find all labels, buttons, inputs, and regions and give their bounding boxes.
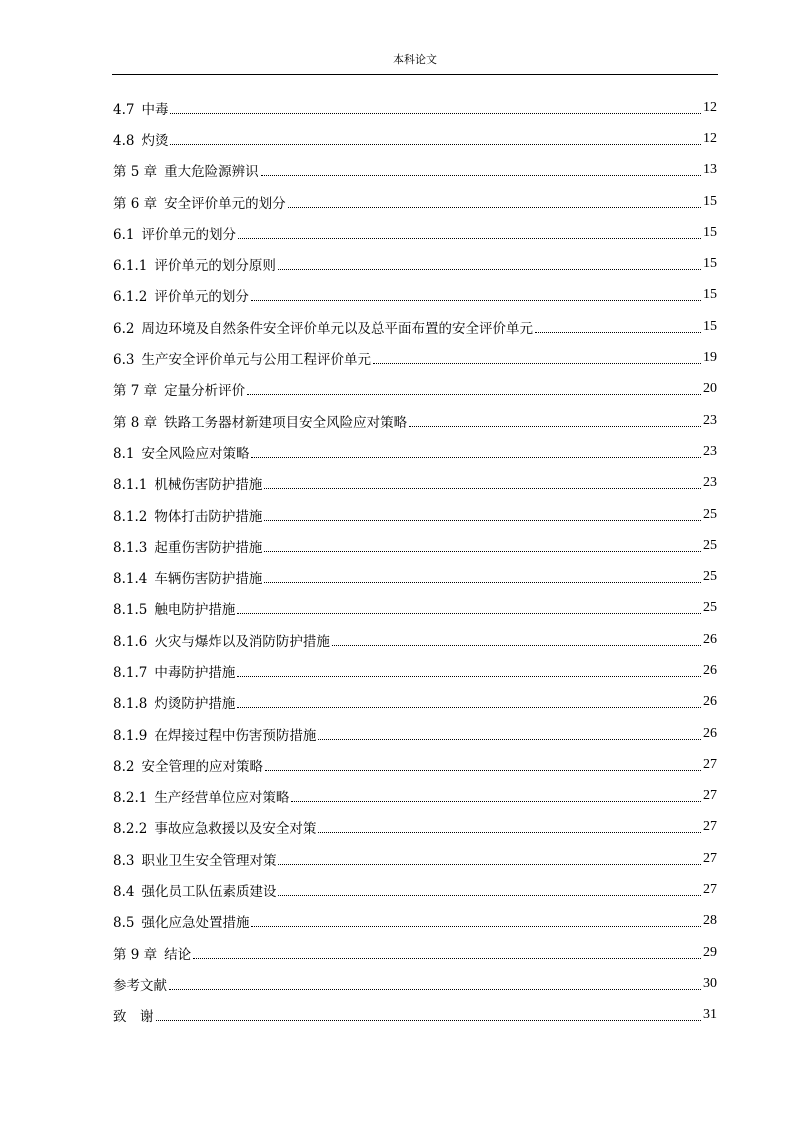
toc-entry-text: 安全管理的应对策略 — [141, 758, 263, 775]
toc-entry-text: 灼烫 — [141, 132, 169, 149]
toc-entry-number: 第 6 章 — [113, 195, 158, 212]
toc-entry-title — [113, 911, 251, 931]
toc-leader-dots — [278, 894, 701, 896]
table-of-contents — [113, 92, 717, 1031]
toc-page-number: 27 — [703, 788, 717, 804]
toc-leader-dots — [247, 393, 701, 395]
toc-entry[interactable] — [113, 92, 717, 123]
toc-leader-dots — [291, 800, 701, 802]
toc-leader-dots — [535, 331, 701, 333]
toc-entry[interactable] — [113, 186, 717, 217]
toc-page-number: 25 — [703, 569, 717, 585]
toc-entry-number: 6.3 — [113, 352, 135, 369]
toc-page-number: 12 — [703, 99, 717, 115]
toc-entry[interactable] — [113, 248, 717, 279]
toc-page-number: 29 — [703, 944, 717, 960]
toc-entry-title — [113, 567, 264, 587]
toc-entry-title — [113, 817, 318, 837]
toc-entry-number: 8.3 — [113, 852, 135, 869]
toc-entry-number: 4.8 — [113, 132, 135, 149]
toc-entry-number: 6.1.2 — [113, 289, 148, 306]
toc-page-number: 26 — [703, 631, 717, 647]
toc-entry-text: 安全风险应对策略 — [141, 445, 250, 462]
toc-entry-text: 周边环境及自然条件安全评价单元以及总平面布置的安全评价单元 — [141, 320, 533, 337]
toc-page-number: 15 — [703, 256, 717, 272]
toc-entry-text: 起重伤害防护措施 — [154, 539, 263, 556]
toc-entry-text: 强化应急处置措施 — [141, 915, 250, 932]
toc-page-number: 27 — [703, 850, 717, 866]
toc-page-number: 27 — [703, 756, 717, 772]
toc-page-number: 20 — [703, 381, 717, 397]
toc-entry-text: 灼烫防护措施 — [154, 696, 236, 713]
toc-leader-dots — [332, 644, 701, 646]
toc-entry-title — [113, 348, 373, 368]
toc-entry-title — [113, 536, 264, 556]
toc-entry-text: 安全评价单元的划分 — [164, 195, 286, 212]
toc-entry-text: 车辆伤害防护措施 — [154, 571, 263, 588]
toc-entry-number: 第 7 章 — [113, 383, 158, 400]
toc-page-number: 15 — [703, 287, 717, 303]
toc-entry-number: 8.1.1 — [113, 477, 148, 494]
toc-entry[interactable] — [113, 530, 717, 561]
toc-leader-dots — [264, 487, 701, 489]
toc-entry-title — [113, 98, 170, 118]
toc-entry-text: 职业卫生安全管理对策 — [141, 852, 277, 869]
toc-entry-title — [113, 129, 170, 149]
toc-leader-dots — [278, 268, 701, 270]
toc-entry[interactable] — [113, 843, 717, 874]
toc-entry-text: 物体打击防护措施 — [154, 508, 263, 525]
toc-leader-dots — [264, 519, 701, 521]
toc-entry[interactable] — [113, 280, 717, 311]
page-header — [112, 50, 718, 75]
toc-entry-text: 生产经营单位应对策略 — [154, 790, 290, 807]
toc-entry-number: 6.2 — [113, 320, 135, 337]
toc-entry[interactable] — [113, 624, 717, 655]
toc-entry-number: 第 5 章 — [113, 164, 158, 181]
toc-entry-title — [113, 442, 251, 462]
toc-leader-dots — [193, 957, 701, 959]
toc-page-number: 23 — [703, 475, 717, 491]
toc-entry-number: 6.1.1 — [113, 258, 148, 275]
toc-entry-number: 8.1.5 — [113, 602, 148, 619]
toc-entry[interactable] — [113, 155, 717, 186]
toc-entry-title — [113, 411, 409, 431]
toc-entry-text: 定量分析评价 — [164, 383, 246, 400]
toc-entry-title — [113, 974, 169, 994]
toc-entry-text: 评价单元的划分 — [141, 226, 236, 243]
toc-entry-number: 8.1.9 — [113, 727, 148, 744]
toc-page-number: 26 — [703, 725, 717, 741]
toc-entry-number: 8.2.2 — [113, 821, 148, 838]
toc-entry[interactable] — [113, 781, 717, 812]
toc-leader-dots — [251, 925, 701, 927]
toc-entry[interactable] — [113, 593, 717, 624]
toc-entry-title — [113, 505, 264, 525]
toc-entry-number: 6.1 — [113, 226, 135, 243]
toc-page-number: 15 — [703, 224, 717, 240]
toc-entry-number: 8.1.2 — [113, 508, 148, 525]
toc-entry-title — [113, 473, 264, 493]
toc-leader-dots — [237, 675, 701, 677]
toc-entry[interactable] — [113, 468, 717, 499]
toc-entry-number: 第 8 章 — [113, 414, 158, 431]
toc-page-number: 27 — [703, 819, 717, 835]
toc-entry[interactable] — [113, 655, 717, 686]
toc-entry-number: 8.2 — [113, 758, 135, 775]
toc-leader-dots — [251, 299, 701, 301]
toc-leader-dots — [237, 612, 701, 614]
toc-leader-dots — [251, 456, 701, 458]
toc-leader-dots — [318, 831, 701, 833]
toc-leader-dots — [265, 769, 701, 771]
toc-entry-title — [113, 880, 278, 900]
toc-entry-text: 评价单元的划分 — [154, 289, 249, 306]
toc-entry[interactable] — [113, 311, 717, 342]
toc-entry-text: 机械伤害防护措施 — [154, 477, 263, 494]
toc-page-number: 25 — [703, 600, 717, 616]
toc-page-number: 30 — [703, 975, 717, 991]
toc-entry-number: 8.4 — [113, 884, 135, 901]
toc-entry-number: 8.1 — [113, 445, 135, 462]
header-title: 本科论文 — [393, 53, 437, 66]
toc-entry[interactable] — [113, 374, 717, 405]
toc-leader-dots — [409, 425, 701, 427]
toc-leader-dots — [288, 206, 701, 208]
toc-entry-text: 在焊接过程中伤害预防措施 — [154, 727, 317, 744]
toc-entry-title — [113, 285, 251, 305]
toc-entry-title — [113, 379, 247, 399]
toc-entry-text: 火灾与爆炸以及消防防护措施 — [154, 633, 330, 650]
toc-entry[interactable] — [113, 906, 717, 937]
toc-entry[interactable] — [113, 968, 717, 999]
toc-entry-title — [113, 692, 237, 712]
toc-leader-dots — [156, 1019, 702, 1021]
toc-entry-text: 中毒 — [141, 101, 169, 118]
toc-page-number: 28 — [703, 913, 717, 929]
toc-page-number: 31 — [703, 1007, 717, 1023]
toc-entry-text: 事故应急救援以及安全对策 — [154, 821, 317, 838]
toc-page-number: 26 — [703, 694, 717, 710]
toc-entry-number: 8.1.7 — [113, 664, 148, 681]
toc-page-number: 13 — [703, 162, 717, 178]
toc-leader-dots — [264, 550, 701, 552]
toc-entry-text: 铁路工务器材新建项目安全风险应对策略 — [164, 414, 408, 431]
toc-entry-text: 结论 — [164, 946, 192, 963]
toc-entry-title — [113, 849, 278, 869]
toc-leader-dots — [170, 143, 701, 145]
toc-leader-dots — [373, 362, 701, 364]
toc-entry-text: 重大危险源辨识 — [164, 164, 259, 181]
toc-entry-title — [113, 1005, 156, 1025]
toc-entry-number: 8.1.4 — [113, 571, 148, 588]
toc-leader-dots — [261, 174, 701, 176]
toc-entry[interactable] — [113, 123, 717, 154]
toc-page-number: 19 — [703, 350, 717, 366]
toc-entry-text: 生产安全评价单元与公用工程评价单元 — [141, 352, 371, 369]
toc-entry[interactable] — [113, 812, 717, 843]
toc-entry-title — [113, 786, 291, 806]
toc-entry[interactable] — [113, 687, 717, 718]
toc-entry-title — [113, 724, 318, 744]
toc-entry-text: 致 谢 — [113, 1009, 154, 1026]
toc-entry-title — [113, 943, 193, 963]
toc-entry-title — [113, 598, 237, 618]
toc-entry-number: 4.7 — [113, 101, 135, 118]
toc-entry[interactable] — [113, 342, 717, 373]
toc-entry[interactable] — [113, 217, 717, 248]
toc-entry[interactable] — [113, 874, 717, 905]
toc-entry-title — [113, 223, 238, 243]
toc-entry-title — [113, 254, 278, 274]
toc-entry[interactable] — [113, 499, 717, 530]
toc-entry-number: 8.5 — [113, 915, 135, 932]
toc-entry-title — [113, 192, 288, 212]
toc-leader-dots — [238, 237, 701, 239]
toc-entry-number: 8.1.3 — [113, 539, 148, 556]
toc-entry[interactable] — [113, 749, 717, 780]
toc-entry-number: 第 9 章 — [113, 946, 158, 963]
toc-entry-text: 触电防护措施 — [154, 602, 236, 619]
toc-entry[interactable] — [113, 1000, 717, 1031]
toc-leader-dots — [264, 581, 701, 583]
toc-entry-text: 中毒防护措施 — [154, 664, 236, 681]
toc-entry[interactable] — [113, 718, 717, 749]
toc-entry-text: 评价单元的划分原则 — [154, 258, 276, 275]
toc-leader-dots — [237, 706, 701, 708]
toc-entry-title — [113, 661, 237, 681]
toc-entry-title — [113, 160, 261, 180]
toc-entry[interactable] — [113, 436, 717, 467]
toc-page-number: 27 — [703, 882, 717, 898]
toc-page-number: 25 — [703, 506, 717, 522]
toc-entry-number: 8.1.6 — [113, 633, 148, 650]
toc-entry-title — [113, 755, 265, 775]
toc-leader-dots — [170, 112, 701, 114]
toc-page-number: 15 — [703, 318, 717, 334]
toc-entry-number: 8.2.1 — [113, 790, 148, 807]
toc-entry[interactable] — [113, 561, 717, 592]
toc-page-number: 23 — [703, 443, 717, 459]
toc-entry-text: 参考文献 — [113, 977, 167, 994]
toc-leader-dots — [169, 988, 701, 990]
toc-page-number: 12 — [703, 130, 717, 146]
toc-page-number: 15 — [703, 193, 717, 209]
toc-page-number: 26 — [703, 662, 717, 678]
toc-entry[interactable] — [113, 937, 717, 968]
toc-leader-dots — [318, 738, 701, 740]
toc-entry[interactable] — [113, 405, 717, 436]
toc-entry-text: 强化员工队伍素质建设 — [141, 884, 277, 901]
toc-entry-number: 8.1.8 — [113, 696, 148, 713]
toc-page-number: 23 — [703, 412, 717, 428]
toc-entry-title — [113, 317, 535, 337]
toc-page-number: 25 — [703, 537, 717, 553]
toc-entry-title — [113, 630, 332, 650]
toc-leader-dots — [278, 863, 701, 865]
